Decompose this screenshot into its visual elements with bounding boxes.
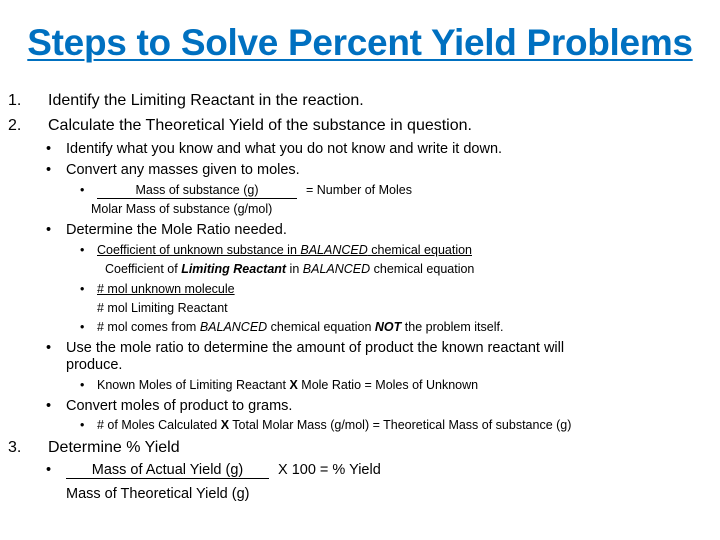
bullet-icon: • — [46, 340, 52, 356]
mol-ratio-numerator: # mol unknown molecule — [97, 282, 235, 296]
step-1-text: Identify the Limiting Reactant in the reaction. — [48, 92, 364, 109]
step-2-text: Calculate the Theoretical Yield of the substance in question. — [48, 117, 472, 134]
page-title: Steps to Solve Percent Yield Problems — [27, 22, 693, 63]
bullet-icon: • — [80, 183, 85, 197]
moles-fraction-numerator: Mass of substance (g) — [97, 183, 297, 199]
step-2-bullet-4-line-1: Use the mole ratio to determine the amount of product the known reactant will — [66, 340, 565, 356]
mol-ratio-denominator: # mol Limiting Reactant — [97, 301, 228, 315]
bullet-icon: • — [80, 243, 85, 257]
bullet-icon: • — [46, 162, 52, 178]
step-2-bullet-3: Determine the Mole Ratio needed. — [66, 222, 287, 238]
bullet-icon: • — [46, 222, 52, 238]
bullet-icon: • — [80, 378, 85, 392]
step-2-bullet-4-line-2: produce. — [66, 357, 123, 373]
step-1-number: 1. — [8, 92, 22, 109]
moles-fraction-equals: = Number of Moles — [306, 183, 412, 197]
step-2-bullet-5: Convert moles of product to grams. — [66, 398, 293, 414]
step-3-number: 3. — [8, 439, 22, 456]
step-2-bullet-2: Convert any masses given to moles. — [66, 162, 300, 178]
mole-ratio-numerator: Coefficient of unknown substance in BALANCED chemical equation — [97, 243, 472, 257]
step-2-number: 2. — [8, 117, 22, 134]
bullet-icon: • — [46, 462, 52, 478]
step-3-text: Determine % Yield — [48, 439, 180, 456]
mole-ratio-denominator: Coefficient of Limiting Reactant in BALANCED chemical equation — [105, 262, 475, 276]
unknown-moles-formula: Known Moles of Limiting Reactant X Mole Ratio = Moles of Unknown — [97, 378, 479, 392]
moles-fraction-denominator: Molar Mass of substance (g/mol) — [91, 202, 273, 216]
theoretical-mass-formula: # of Moles Calculated X Total Molar Mass (g/mol) = Theoretical Mass of substance (g) — [97, 418, 572, 432]
bullet-icon: • — [80, 418, 85, 432]
yield-fraction-equals: X 100 = % Yield — [278, 462, 381, 478]
step-2-bullet-1: Identify what you know and what you do not know and write it down. — [66, 141, 503, 157]
yield-fraction-numerator: Mass of Actual Yield (g) — [66, 462, 269, 479]
bullet-icon: • — [80, 320, 85, 334]
yield-fraction-denominator: Mass of Theoretical Yield (g) — [66, 486, 250, 502]
bullet-icon: • — [46, 398, 52, 414]
bullet-icon: • — [46, 141, 52, 157]
mol-source-note: # mol comes from BALANCED chemical equation NOT the problem itself. — [97, 320, 504, 334]
bullet-icon: • — [80, 282, 85, 296]
